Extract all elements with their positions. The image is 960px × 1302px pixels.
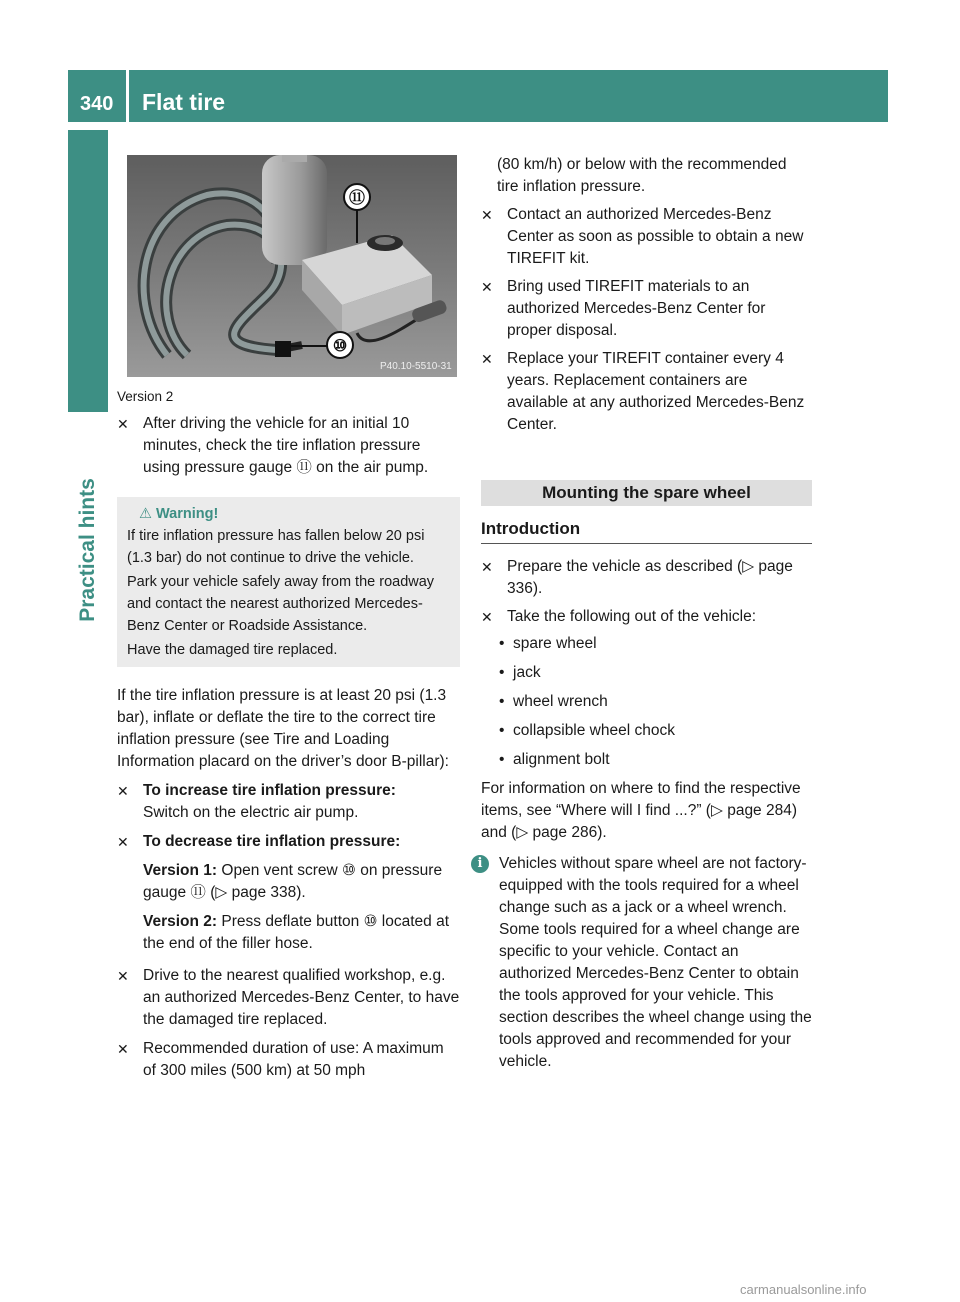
step-prepare [481,556,812,600]
list-item: • collapsible wheel chock [499,722,675,739]
side-tab-block [68,130,108,412]
version2-text [143,911,460,955]
version2-label: Version 2: [143,913,218,930]
callout-11: ⑪ [348,190,366,207]
left-column [117,386,460,1082]
step-text: Contact an authorized Mercedes-Benz Center as soon as possible to obtain a new TIREFIT kit. [507,206,804,267]
warning-box [117,497,460,667]
step-marker-icon: ✕ [117,968,129,984]
step-text: Drive to the nearest qualified workshop, e.g. an authorized Mercedes-Benz Center, to have the damaged tire replaced. [143,967,460,1028]
list-item-text: jack [513,664,541,681]
list-item-text: alignment bolt [513,751,610,768]
step-increase [117,780,460,824]
header-divider [126,70,129,122]
page-title: Flat tire [142,89,226,115]
decrease-title: To decrease tire inflation pressure: [143,833,401,850]
right-column [477,154,812,1073]
step-marker-icon: ✕ [481,351,493,367]
watermark: carmanualsonline.info [740,1282,867,1297]
step-duration [117,1038,460,1082]
version1-label: Version 1: [143,862,218,879]
figure-caption: Version 2 [117,389,174,404]
step-drive [117,965,460,1031]
step-marker-icon: ✕ [117,834,129,850]
step-check-pressure [117,413,460,479]
step-bring [481,276,812,342]
side-tab-label: Practical hints [76,478,99,622]
step-marker-icon: ✕ [481,207,493,223]
step-text: Bring used TIREFIT materials to an authorized Mercedes-Benz Center for proper disposal. [507,278,766,339]
subsection-title: Introduction [481,518,812,544]
side-tab [68,130,108,1180]
inflation-paragraph: If the tire inflation pressure is at least 20 psi (1.3 bar), inflate or deflate the tire to the correct tire inflation pressure (see Tire and Loading Information placard on the driver’s door B-pillar): [117,687,449,770]
list-item: • alignment bolt [499,751,610,768]
step-marker-icon: ✕ [481,559,493,575]
info-note-text: Vehicles without spare wheel are not factory-equipped with the tools required for a wheel change such as a jack or a wheel wrench. Some tools required for a wheel change are specific to your vehicle. Contact an authorized Mercedes-Benz Center to obtain the tools approved for your vehicle. This section describes the wheel change using the tools approved and recommended for your vehicle. [499,855,812,1070]
step-text: After driving the vehicle for an initial 10 minutes, check the tire inflation pressure using pressure gauge ⑪ on the air pump. [143,415,429,476]
warning-p2: Park your vehicle safely away from the roadway and contact the nearest authorized Mercedes-Benz Center or Roadside Assistance. [127,574,435,634]
warning-triangle-icon: ⚠ [139,506,152,522]
version1-text [143,860,460,904]
version1-body: Open vent screw ⑩ on pressure gauge ⑪ (▷ page 338). [143,862,443,901]
info-paragraph: For information on where to find the respective items, see “Where will I find ...?” (▷ page 284) and (▷ page 286). [481,780,801,841]
list-item: • spare wheel [499,635,597,652]
list-item: • wheel wrench [499,693,608,710]
tirefit-figure [127,155,457,377]
callout-10: ⑩ [332,338,348,355]
step-decrease [117,831,460,955]
list-item: • jack [499,664,541,681]
list-item-text: collapsible wheel chock [513,722,675,739]
warning-p3: Have the damaged tire replaced. [127,642,338,658]
info-icon: i [471,855,489,873]
increase-text: Switch on the electric air pump. [143,804,359,821]
warning-p1: If tire inflation pressure has fallen below 20 psi (1.3 bar) do not continue to drive the vehicle. [127,528,425,566]
step-marker-icon: ✕ [117,416,129,432]
step-text: Recommended duration of use: A maximum of 300 miles (500 km) at 50 mph [143,1040,444,1079]
step-text: Replace your TIREFIT container every 4 years. Replacement containers are available at any authorized Mercedes-Benz Center. [507,350,805,433]
page-header [68,70,888,122]
tirefit-photo [127,155,457,377]
step-take [481,606,812,628]
step-marker-icon: ✕ [117,1041,129,1057]
list-item-text: spare wheel [513,635,597,652]
continued-text: (80 km/h) or below with the recommended tire inflation pressure. [497,156,787,195]
step-marker-icon: ✕ [481,609,493,625]
section-title: Mounting the spare wheel [481,480,812,506]
list-item-text: wheel wrench [513,693,608,710]
step-contact [481,204,812,270]
step-replace [481,348,812,436]
increase-title: To increase tire inflation pressure: [143,782,396,799]
step-marker-icon: ✕ [117,783,129,799]
page-number: 340 [80,93,114,115]
step-text: Take the following out of the vehicle: [507,608,757,625]
warning-header [127,503,448,525]
step-marker-icon: ✕ [481,279,493,295]
version2-body: Press deflate button ⑩ located at the end of the filler hose. [143,913,449,952]
step-text: Prepare the vehicle as described (▷ page 336). [507,558,793,597]
figure-code: P40.10-5510-31 [380,361,452,372]
warning-title: Warning! [156,506,219,522]
info-note [477,853,812,1073]
